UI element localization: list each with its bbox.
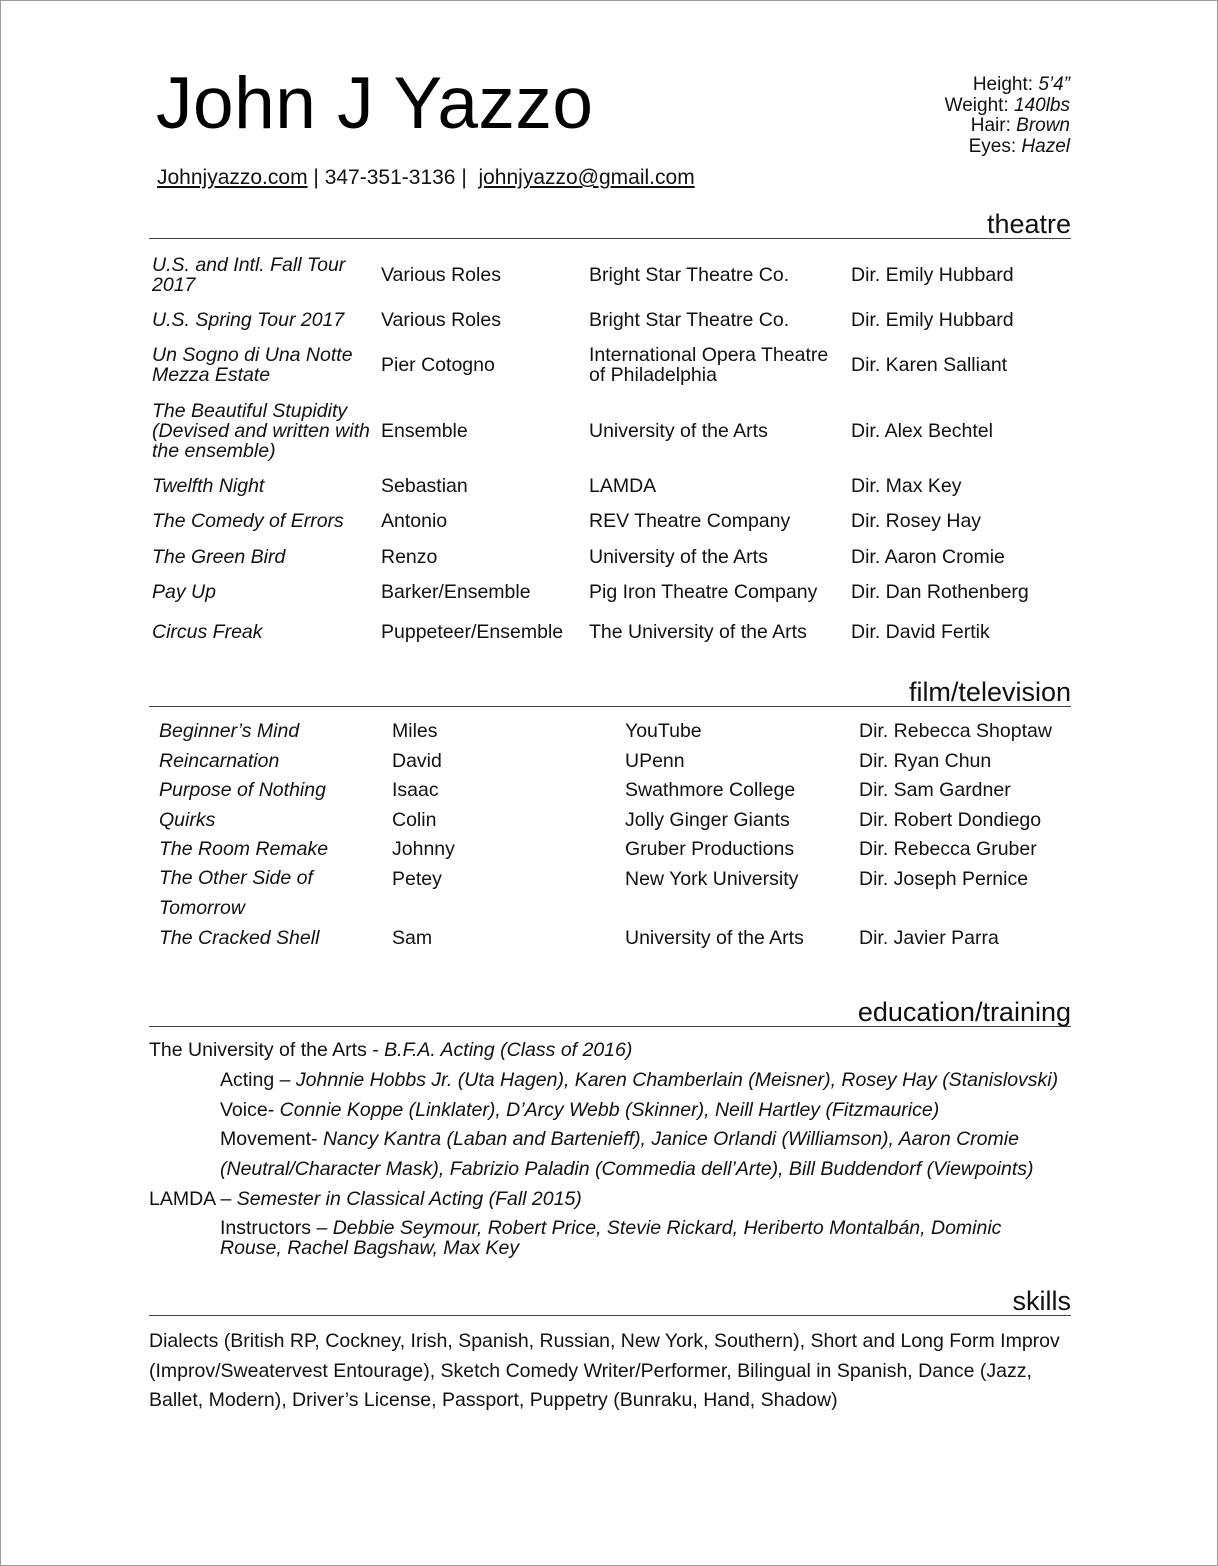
- education-movement: Movement- Nancy Kantra (Laban and Bartenieff), Janice Orlandi (Williamson), Aaron Cromie: [220, 1128, 1019, 1150]
- resume-page: John J Yazzo Height: 5’4” Weight: 140lbs Hair: Brown Eyes: Hazel Johnjyazzo.com | 347-351-3136 | johnjyazzo@gmail.com theatre U.S. and Intl. Fall Tour 2017 Various Roles Bright Star Theatre Co. Dir. Emily Hubbard U.S. Spring Tour 2017 Various Roles Bright Star Theatre Co. Dir. Emily Hubbard Un Sogno di Una Notte Mezza Estate Pier Cotogno International Opera Theatre of Philadelphia Dir. Karen Salliant The Beautiful Stupidity (Devised and written with the ensemble) Ensemble University of the Arts Dir. Alex Bechtel Twelfth Night Sebastian LAMDA Dir. Max Key The Comedy of Errors Antonio REV Theatre Company Dir. Rosey Hay The Green Bird Renzo University of the Arts Dir. Aaron Cromie Pay Up Barker/Ensemble Pig Iron Theatre Company Dir. Dan Rothenberg Circus Freak Puppeteer/Ensemble The University of the Arts Dir. David Fertik film/television Beginner’s Mind Miles YouTube Dir. Rebecca Shoptaw Reincarnation David UPenn Dir. Ryan Chun Purpose of Nothing Isaac Swathmore College Dir. Sam Gardner Quirks Colin Jolly Ginger Giants Dir. Robert Dondiego The Room Remake Johnny Gruber Productions Dir. Rebecca Gruber The Other Side of Tomorrow Petey New York University Dir. Joseph Pernice The Cracked Shell Sam University of the Arts Dir. Javier Parra education/training The University of the Arts - B.F.A. Acting (Class of 2016) Acting – Johnnie Hobbs Jr. (Uta Hagen), Karen Chamberlain (Meisner), Rosey Hay (Stanislovski) Voice- Connie Koppe (Linklater), D’Arcy Webb (Skinner), Neill Hartley (Fitzmaurice) Movement- Nancy Kantra (Laban and Bartenieff), Janice Orlandi (Williamson), Aaron Cromie (Neutral/Character Mask), Fabrizio Paladin (Commedia dell’Arte), Bill Buddendorf (Viewpoints) LAMDA – Semester in Classical Acting (Fall 2015) Instructors – Debbie Seymour, Robert Price, Stevie Rickard, Heriberto Montalbán, Dominic Rouse, Rachel Bagshaw, Max Key skills Dialects (British RP, Cockney, Irish, Spanish, Russian, New York, Southern), Short and Long Form Improv (Improv/Sweatervest Entourage), Sketch Comedy Writer/Performer, Bilingual in Spanish, Dance (Jazz, Ballet, Modern), Driver’s License, Passport, Puppetry (Bunraku, Hand, Shadow): [0, 0, 1218, 1566]
- education-voice: Voice- Connie Koppe (Linklater), D’Arcy Webb (Skinner), Neill Hartley (Fitzmaurice): [220, 1099, 940, 1121]
- section-header-education: education/training: [149, 999, 1071, 1027]
- eyes-line: Eyes: Hazel: [968, 135, 1070, 157]
- education-lamda: LAMDA – Semester in Classical Acting (Fall 2015): [149, 1188, 582, 1210]
- education-acting: Acting – Johnnie Hobbs Jr. (Uta Hagen), Karen Chamberlain (Meisner), Rosey Hay (Stanislovski): [220, 1069, 1059, 1091]
- hair-line: Hair: Brown: [970, 115, 1070, 136]
- section-header-film: film/television: [149, 679, 1071, 707]
- skills-text: Dialects (British RP, Cockney, Irish, Spanish, Russian, New York, Southern), Short and Long Form Improv (Improv/Sweatervest Entourage), Sketch Comedy Writer/Performer, Bilingual in Spanish, Dance (Jazz, Ballet, Modern), Driver’s License, Passport, Puppetry (Bunraku, Hand, Shadow): [149, 1330, 1060, 1412]
- education-movement-cont: (Neutral/Character Mask), Fabrizio Paladin (Commedia dell’Arte), Bill Buddendorf (Viewpoints): [220, 1158, 1034, 1180]
- education-instructors: Instructors – Debbie Seymour, Robert Price, Stevie Rickard, Heriberto Montalbán, Dominic: [220, 1217, 1002, 1239]
- contact-line: Johnjyazzo.com | 347-351-3136 | johnjyazzo@gmail.com: [157, 166, 695, 189]
- website-link[interactable]: Johnjyazzo.com: [157, 166, 308, 189]
- section-header-skills: skills: [149, 1288, 1071, 1316]
- education-instructors-cont: Rouse, Rachel Bagshaw, Max Key: [220, 1237, 520, 1259]
- education-uarts: The University of the Arts - B.F.A. Acting (Class of 2016): [149, 1039, 633, 1061]
- physical-stats: [945, 75, 1070, 157]
- weight-line: Weight: 140lbs: [944, 94, 1070, 116]
- section-header-theatre: theatre: [149, 211, 1071, 239]
- height-line: Height: 5’4”: [972, 74, 1070, 95]
- page-title: John J Yazzo: [156, 63, 594, 144]
- email-link[interactable]: johnjyazzo@gmail.com: [478, 166, 695, 189]
